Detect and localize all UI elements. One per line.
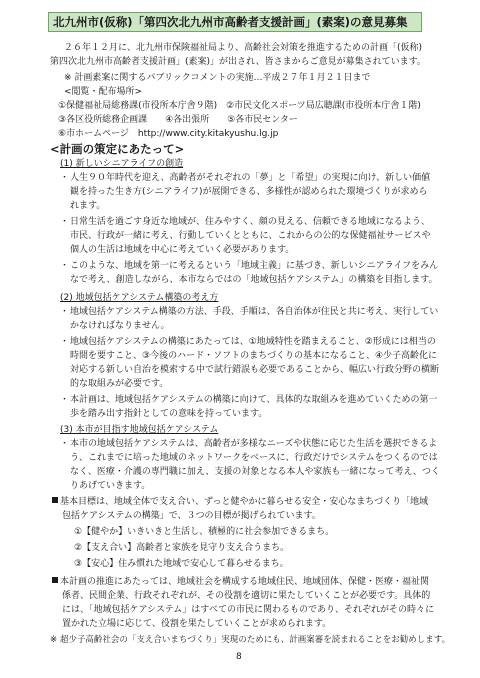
bullet-text: 地域包括ケアシステムの構築にあたっては、①地域特性を踏まえること、②形成には相当の bbox=[70, 337, 436, 347]
page-title: 北九州市(仮称)「第四次北九州市高齢者支援計画」(素案)の意見募集 bbox=[48, 12, 422, 32]
bullet-text: 観を持った生き方(シニアライフ)が展開できる、多様性が認められた環境づくりが求めら bbox=[70, 187, 428, 197]
bullet-text: なで考え、創造しながら、本市ならではの「地域包括ケアシステム」の構築を目指します。 bbox=[70, 275, 438, 285]
locations-heading: <閲覧・配布場所> bbox=[64, 87, 143, 97]
square-bullet-icon bbox=[52, 577, 58, 583]
promotion-text: 置かれた立場に応じて、役割を果たしていくことが求められます。 bbox=[62, 619, 332, 629]
bullet-dot-icon: ・ bbox=[60, 217, 70, 227]
bullet-text: なく、医療・介護の専門職に加え、支援の対象となる本人や家族も一緒になって考え、つく bbox=[70, 467, 440, 477]
location-line-1: ①保健福祉局総務課(市役所本庁舎９階) ②市民文化スポーツ局広聴課(市役所本庁舎１階) bbox=[58, 101, 421, 111]
square-bullet-icon bbox=[52, 497, 58, 503]
bullet-dot-icon: ・ bbox=[60, 439, 70, 449]
bullet-text: 個人の生活は地域を中心に考えていく必要があります。 bbox=[70, 245, 295, 255]
intro-line-2: 第四次北九州市高齢者支援計画」(素案)」が出され、皆さまからご意見が募集されています。 bbox=[50, 57, 426, 67]
bullet-text: 歩を踏み出す指針としての意味を持っています。 bbox=[70, 409, 268, 419]
page-number: 8 bbox=[236, 652, 242, 662]
promotion-text: 本計画の推進にあたっては、地域社会を構成する地域住民、地域団体、保健・医療・福祉関 bbox=[60, 577, 430, 587]
goal-item: ②【支え合い】高齢者と家族を見守り支え合うまち。 bbox=[74, 543, 290, 553]
bullet-text: かなければなりません。 bbox=[70, 321, 170, 331]
bullet-text: れます。 bbox=[70, 201, 106, 211]
bullet-dot-icon: ・ bbox=[60, 261, 70, 271]
bullet-dot-icon: ・ bbox=[60, 395, 70, 405]
goal-item: ③【安心】住み慣れた地域で安心して暮らせるまち。 bbox=[74, 559, 289, 569]
location-line-2: ③各区役所総務企画課 ④各出張所 ⑤各市民センター bbox=[58, 115, 298, 125]
subsection-3-heading: (3) 本市が目指す地域包括ケアシステム bbox=[60, 425, 219, 435]
goal-item: ①【健やか】いきいきと生活し、積極的に社会参加できるまち。 bbox=[74, 527, 335, 537]
goal-text: 基本目標は、地域全体で支え合い、ずっと健やかに暮らせる安全・安心なまちづくり「地域 bbox=[60, 497, 429, 507]
subsection-1-heading: (1) 新しいシニアライフの創造 bbox=[60, 159, 184, 169]
bullet-text: 本計画は、地域包括ケアシステムの構築に向けて、具体的な取組みを進めていくための第一 bbox=[70, 395, 438, 405]
bullet-text: 的な取組みが必要です。 bbox=[70, 379, 169, 389]
intro-line-1: ２６年１２月に、北九州市保険福祉局より、高齢社会対策を推進するための計画「(仮称) bbox=[64, 43, 423, 53]
bullet-text: 本市の地域包括ケアシステムは、高齢者が多様なニーズや状態に応じた生活を選択できるよ bbox=[70, 439, 438, 449]
bullet-text: う、これまでに培った地域のネットワークをベースに、行政だけでシステムをつくるのでは bbox=[70, 453, 438, 463]
promotion-paragraph bbox=[52, 576, 429, 588]
goal-paragraph bbox=[52, 496, 428, 508]
comment-period: ※ 計画素案に関するパブリックコメントの実施…平成２７年１月２１日まで bbox=[64, 73, 371, 83]
promotion-text: 係者、民間企業、行政それぞれが、その役割を適切に果たしていくことが必要です。具体的 bbox=[62, 591, 431, 601]
location-line-3: ⑥市ホームページ http://www.city.kitakyushu.lg.jp bbox=[58, 129, 279, 139]
bullet-text: このような、地域を第一に考えるという「地域主義」に基づき、新しいシニアライフをみん bbox=[70, 261, 439, 271]
bullet-text: 対応する新しい自治を模索する中で試行錯誤も必要であることから、幅広い行政分野の横断 bbox=[70, 365, 440, 375]
section-heading: <計画の策定にあたって> bbox=[50, 142, 185, 156]
bullet-dot-icon: ・ bbox=[60, 307, 70, 317]
bullet-text: 地域包括ケアシステム構築の方法、手段、手順は、各自治体が住民と共に考え、実行してい bbox=[70, 307, 439, 317]
bullet-text: りあげていきます。 bbox=[70, 481, 151, 491]
bullet-text: 人生９０年時代を迎え、高齢者がそれぞれの「夢」と「希望」の実現に向け、新しい価値 bbox=[70, 173, 431, 183]
bullet-text: 市民、行政が一緒に考え、行動していくとともに、これからの公的な保健福祉サービスや bbox=[70, 231, 431, 241]
bullet-text: 日常生活を過ごす身近な地域が、住みやすく、顔の見える、信頼できる地域になるよう、 bbox=[70, 217, 430, 227]
subsection-2-heading: (2) 地域包括ケアシステム構築の考え方 bbox=[60, 293, 219, 303]
promotion-text: には、「地域包括ケアシステム」はすべての市民に関わるものであり、それぞれがその時々に bbox=[62, 605, 435, 615]
footnote: ※ 超少子高齢社会の「支え合いまちづくり」実現のためにも、計画案審を読まれることをお勧めします。 bbox=[50, 635, 451, 645]
bullet-dot-icon: ・ bbox=[60, 173, 70, 183]
goal-text: 包括ケアシステムの構築」で、３つの目標が掲げられています。 bbox=[62, 511, 321, 521]
bullet-dot-icon: ・ bbox=[60, 337, 70, 347]
bullet-text: 時間を要すこと、③今後のハード・ソフトのまちづくりの基本になること、④少子高齢化に bbox=[70, 351, 438, 361]
